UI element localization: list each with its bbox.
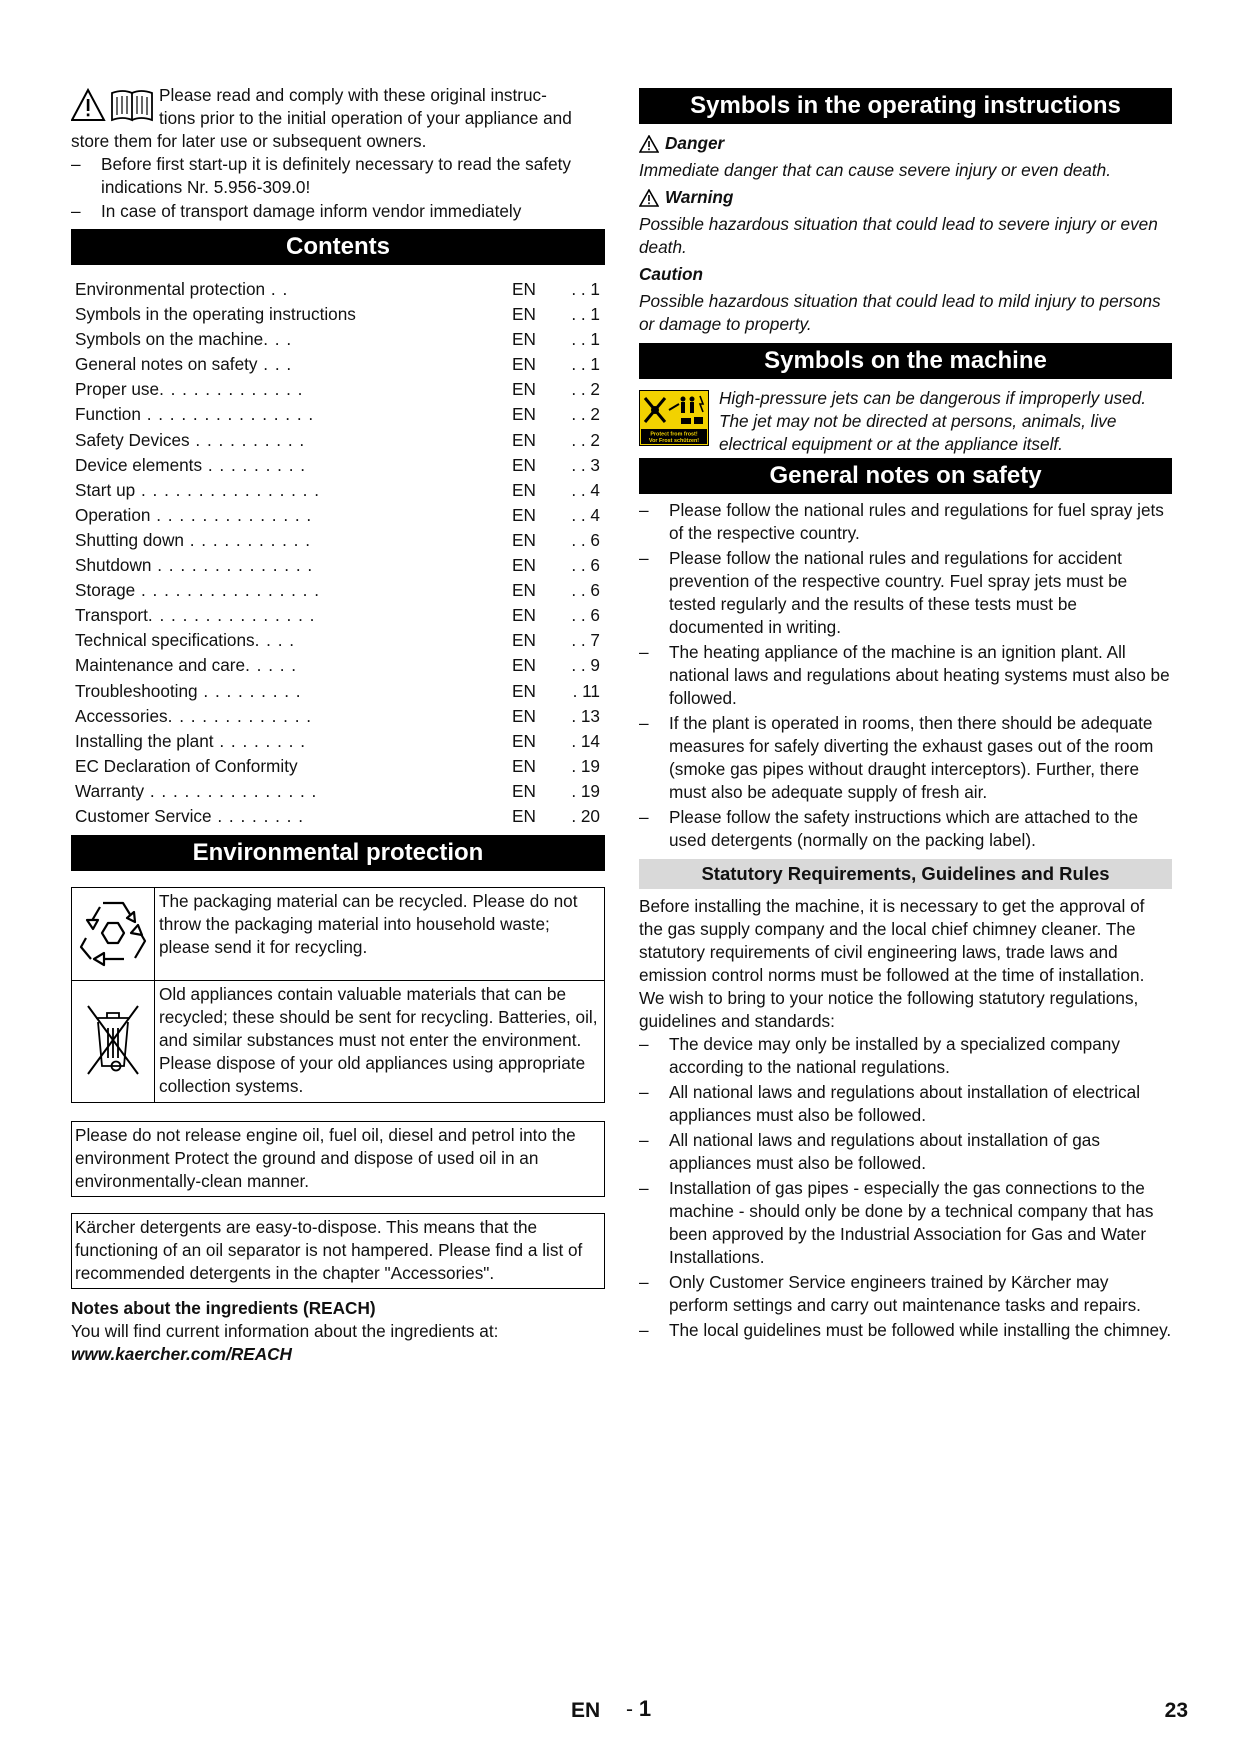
footer-prefix: -	[626, 1698, 639, 1721]
symbols-instructions-heading: Symbols in the operating instructions	[639, 88, 1172, 124]
contents-dots: . . . . . . . . . . . . . . . .	[135, 479, 321, 500]
intro-block	[71, 84, 605, 223]
contents-row[interactable]	[71, 553, 605, 578]
contents-page: . . 1	[571, 279, 600, 299]
contents-page: . . 4	[571, 504, 600, 525]
contents-lang: EN	[512, 755, 536, 776]
contents-title: Device elements	[75, 454, 203, 475]
statutory-item: – The local guidelines must be followed while installing the chimney.	[639, 1319, 1172, 1342]
contents-table	[71, 277, 605, 829]
contents-entry-title	[71, 327, 512, 352]
contents-title: Maintenance and care	[75, 655, 246, 676]
contents-entry-title	[71, 578, 512, 603]
contents-row[interactable]	[71, 679, 605, 704]
machine-symbol-block	[639, 387, 1172, 456]
left-column	[71, 84, 605, 1366]
danger-heading	[639, 132, 1172, 155]
contents-row[interactable]	[71, 503, 605, 528]
contents-lang: EN	[512, 805, 536, 826]
contents-lang: EN	[512, 555, 536, 576]
contents-row[interactable]	[71, 327, 605, 352]
weee-icon-cell	[72, 981, 155, 1103]
contents-lang: EN	[512, 404, 536, 425]
statutory-item: – The device may only be installed by a specialized company according to the national regulations.	[639, 1033, 1172, 1079]
safety-item: – The heating appliance of the machine is an ignition plant. All national laws and regulations about heating systems must also be followed.	[639, 641, 1172, 710]
high-pressure-warning-label-icon	[639, 390, 709, 446]
contents-title: Environmental protection	[75, 279, 266, 299]
contents-title: General notes on safety	[75, 354, 258, 375]
contents-row[interactable]	[71, 402, 605, 427]
contents-dots: . . . . . . . . . . . . . . .	[144, 780, 318, 801]
contents-dots: . . . . . . . .	[211, 805, 304, 826]
contents-dots: . . . . . . . .	[213, 730, 306, 751]
caution-label: Caution	[639, 264, 703, 284]
contents-entry-title	[71, 603, 512, 628]
danger-text: Immediate danger that can cause severe injury or even death.	[639, 160, 1111, 180]
right-column	[639, 84, 1172, 1344]
contents-lang: EN	[512, 304, 536, 325]
intro-list	[71, 153, 605, 223]
contents-page: . . 9	[571, 655, 600, 676]
contents-dots: . . . . .	[245, 655, 298, 676]
warning-manual-icon	[71, 88, 155, 122]
contents-heading: Contents	[71, 229, 605, 265]
crossed-bin-icon	[80, 1000, 146, 1078]
contents-row[interactable]	[71, 277, 605, 302]
weee-row	[72, 981, 605, 1103]
contents-entry-title	[71, 428, 512, 453]
contents-row[interactable]	[71, 754, 605, 779]
label-text-frost: Vor Frost schützen!	[648, 438, 700, 444]
footer-section-number: 1	[638, 1696, 652, 1721]
contents-title: Shutting down	[75, 529, 184, 550]
contents-page: . . 1	[571, 354, 600, 375]
oil-note-box	[71, 1121, 605, 1197]
contents-dots: . . . . . . . . . . . . . . .	[147, 605, 316, 626]
contents-title: Customer Service	[75, 805, 212, 826]
intro-line-1: Please read and comply with these original instruc-	[159, 85, 547, 105]
contents-entry-title	[71, 779, 512, 804]
contents-page: . 14	[571, 730, 600, 751]
contents-page: . . 2	[571, 429, 600, 450]
contents-title: Proper use	[75, 379, 160, 400]
statutory-item: – Installation of gas pipes - especially the gas connections to the machine - should only be done by a technical company that has been approved by the Industrial Association for Gas and Water Installations.	[639, 1177, 1172, 1269]
contents-dots: . . . . . . . . . . . . . . .	[140, 404, 315, 425]
warning-heading	[639, 186, 1172, 209]
safety-item: – If the plant is operated in rooms, then there should be adequate measures for safely diverting the exhaust gases out of the room (smoke gas pipes without draught interceptors). Further, there must also be adequate supply of fresh air.	[639, 712, 1172, 804]
contents-dots: . . . .	[254, 630, 296, 651]
footer-section-page	[626, 1697, 651, 1721]
contents-page: . 13	[571, 705, 600, 726]
statutory-item: – All national laws and regulations about installation of electrical appliances must also be followed.	[639, 1081, 1172, 1127]
detergent-note-box	[71, 1213, 605, 1289]
intro-item: – In case of transport damage inform vendor immediately	[71, 200, 605, 223]
contents-entry-title	[71, 553, 512, 578]
contents-page: . . 2	[571, 379, 600, 400]
contents-dots: . . . . . . . . . . . . .	[159, 379, 304, 400]
environment-table	[71, 887, 605, 1103]
label-text-protect: Protect from frost!	[650, 431, 698, 438]
footer-language: EN	[571, 1699, 601, 1722]
contents-title: EC Declaration of Conformity	[75, 755, 298, 776]
contents-page: . . 2	[571, 404, 600, 425]
contents-row[interactable]	[71, 779, 605, 804]
contents-page: . 19	[571, 755, 600, 776]
contents-title: Installing the plant	[75, 730, 214, 751]
safety-item: – Please follow the national rules and regulations for fuel spray jets of the respective country.	[639, 499, 1172, 545]
contents-page: . . 1	[571, 329, 600, 350]
contents-row[interactable]	[71, 804, 605, 829]
contents-dots: . . .	[257, 354, 293, 375]
contents-entry-title	[71, 653, 512, 678]
contents-page: . . 7	[571, 630, 600, 651]
contents-title: Technical specifications	[75, 630, 255, 651]
contents-row[interactable]	[71, 302, 605, 327]
contents-dots: . . . . . . . . .	[197, 680, 302, 701]
contents-lang: EN	[512, 630, 536, 651]
contents-entry-title	[71, 402, 512, 427]
statutory-intro: Before installing the machine, it is necessary to get the approval of the gas supply company and the local chief chimney cleaner. The statutory requirements of civil engineering laws, trade laws and emission control norms must be followed at the time of installation. We wish to bring to your notice the following statutory regulations, guidelines and standards:	[639, 896, 1145, 1031]
recycle-icon-cell	[72, 888, 155, 981]
recycle-icon	[78, 895, 148, 967]
contents-dots: . . .	[263, 329, 293, 350]
safety-heading: General notes on safety	[639, 458, 1172, 494]
contents-page: . 19	[571, 780, 600, 801]
contents-dots: . . . . . . . . . . . . .	[167, 705, 313, 726]
contents-lang: EN	[512, 354, 536, 375]
contents-page: . 20	[571, 805, 600, 826]
contents-title: Accessories	[75, 705, 168, 726]
contents-title: Start up	[75, 479, 136, 500]
contents-title: Function	[75, 404, 141, 425]
contents-page: . . 6	[571, 605, 600, 626]
contents-row[interactable]	[71, 453, 605, 478]
contents-lang: EN	[512, 479, 536, 500]
contents-page: . . 1	[571, 304, 600, 325]
contents-lang: EN	[512, 454, 536, 475]
contents-title: Troubleshooting	[75, 680, 198, 701]
contents-entry-title	[71, 478, 512, 503]
contents-entry-title	[71, 628, 512, 653]
reach-text: You will find current information about the ingredients at:	[71, 1321, 499, 1342]
contents-lang: EN	[512, 529, 536, 550]
contents-row[interactable]	[71, 428, 605, 453]
contents-row[interactable]	[71, 478, 605, 503]
contents-entry-title	[71, 302, 512, 327]
contents-lang: EN	[512, 655, 536, 676]
contents-entry-title	[71, 729, 512, 754]
contents-lang: EN	[512, 680, 536, 701]
recycle-text: The packaging material can be recycled. Please do not throw the packaging material into household waste; please send it for recycling.	[155, 888, 605, 981]
contents-row[interactable]	[71, 704, 605, 729]
contents-dots: . . . . . . . . . . . . . . . .	[135, 580, 321, 601]
contents-row[interactable]	[71, 603, 605, 628]
intro-item: – Before first start-up it is definitely necessary to read the safety indications Nr. 5.956-309.0!	[71, 153, 605, 199]
contents-dots: . . . . . . . . . .	[189, 429, 306, 450]
reach-link[interactable]: www.kaercher.com/REACH	[71, 1344, 292, 1365]
contents-entry-title	[71, 528, 512, 553]
warning-label: Warning	[665, 187, 734, 207]
contents-dots: . . . . . . . . . . . . . .	[150, 504, 313, 525]
contents-entry-title	[71, 754, 512, 779]
contents-dots: . . . . . . . . .	[202, 454, 307, 475]
detergent-note: Kärcher detergents are easy-to-dispose. This means that the functioning of an oil separator is not hampered. Please find a list of recommended detergents in the chapter "Accessories".	[75, 1217, 583, 1284]
recycle-row	[72, 888, 605, 981]
warning-text: Possible hazardous situation that could lead to severe injury or even death.	[639, 214, 1158, 257]
oil-note: Please do not release engine oil, fuel oil, diesel and petrol into the environment Protect the ground and dispose of used oil in an environmentally-clean manner.	[75, 1125, 576, 1192]
intro-line-2: tions prior to the initial operation of your appliance and	[159, 108, 572, 128]
statutory-list	[639, 1033, 1172, 1342]
safety-item: – Please follow the national rules and regulations for accident prevention of the respective country. Fuel spray jets must be tested regularly and the results of these tests must be documented in writing.	[639, 547, 1172, 639]
contents-title: Transport	[75, 605, 148, 626]
contents-dots: . . . . . . . . . . .	[183, 529, 311, 550]
contents-entry-title	[71, 352, 512, 377]
safety-list	[639, 499, 1172, 852]
contents-entry-title	[71, 679, 512, 704]
environment-heading: Environmental protection	[71, 835, 605, 871]
contents-lang: EN	[512, 705, 536, 726]
danger-label: Danger	[665, 133, 725, 153]
contents-lang: EN	[512, 279, 536, 299]
contents-row[interactable]	[71, 653, 605, 678]
contents-lang: EN	[512, 329, 536, 350]
contents-title: Operation	[75, 504, 151, 525]
statutory-heading: Statutory Requirements, Guidelines and Rules	[639, 859, 1172, 889]
footer-page-number: 23	[1164, 1699, 1188, 1722]
contents-lang: EN	[512, 379, 536, 400]
statutory-item: – All national laws and regulations about installation of gas appliances must also be followed.	[639, 1129, 1172, 1175]
contents-row[interactable]	[71, 578, 605, 603]
contents-dots: . .	[265, 279, 289, 299]
contents-row[interactable]	[71, 729, 605, 754]
warning-triangle-icon	[639, 189, 659, 207]
contents-row[interactable]	[71, 352, 605, 377]
caution-text: Possible hazardous situation that could lead to mild injury to persons or damage to property.	[639, 291, 1161, 334]
contents-page: . . 3	[571, 454, 600, 475]
symbols-machine-heading: Symbols on the machine	[639, 343, 1172, 379]
contents-page: . . 6	[571, 529, 600, 550]
contents-row[interactable]	[71, 377, 605, 402]
contents-dots: . . . . . . . . . . . . . .	[151, 555, 314, 576]
contents-title: Safety Devices	[75, 429, 190, 450]
contents-entry-title	[71, 804, 512, 829]
contents-page: . 11	[572, 680, 600, 701]
contents-title: Warranty	[75, 780, 145, 801]
safety-item: – Please follow the safety instructions which are attached to the used detergents (normally on the packing label).	[639, 806, 1172, 852]
contents-page: . . 4	[571, 479, 600, 500]
contents-lang: EN	[512, 605, 536, 626]
contents-entry-title	[71, 377, 512, 402]
contents-page: . . 6	[571, 580, 600, 601]
reach-heading: Notes about the ingredients (REACH)	[71, 1298, 376, 1319]
intro-line-3: store them for later use or subsequent owners.	[71, 131, 427, 151]
contents-lang: EN	[512, 580, 536, 601]
contents-title: Storage	[75, 580, 136, 601]
contents-row[interactable]	[71, 628, 605, 653]
contents-page: . . 6	[571, 555, 600, 576]
contents-entry-title	[71, 453, 512, 478]
contents-lang: EN	[512, 504, 536, 525]
contents-title: Symbols on the machine	[75, 329, 264, 350]
statutory-item: – Only Customer Service engineers trained by Kärcher may perform settings and carry out maintenance tasks and repairs.	[639, 1271, 1172, 1317]
contents-row[interactable]	[71, 528, 605, 553]
contents-lang: EN	[512, 429, 536, 450]
contents-title: Shutdown	[75, 555, 152, 576]
contents-entry-title	[71, 503, 512, 528]
danger-triangle-icon	[639, 135, 659, 153]
contents-lang: EN	[512, 730, 536, 751]
contents-entry-title	[71, 277, 512, 302]
contents-title: Symbols in the operating instructions	[75, 304, 356, 325]
contents-lang: EN	[512, 780, 536, 801]
machine-symbol-text: High-pressure jets can be dangerous if improperly used. The jet may not be directed at persons, animals, live electrical equipment or at the appliance itself.	[719, 388, 1147, 454]
contents-entry-title	[71, 704, 512, 729]
weee-text: Old appliances contain valuable materials that can be recycled; these should be sent for recycling. Batteries, oil, and similar substances must not enter the environment. Please dispose of your old appliances using appropriate collection systems.	[155, 981, 605, 1103]
